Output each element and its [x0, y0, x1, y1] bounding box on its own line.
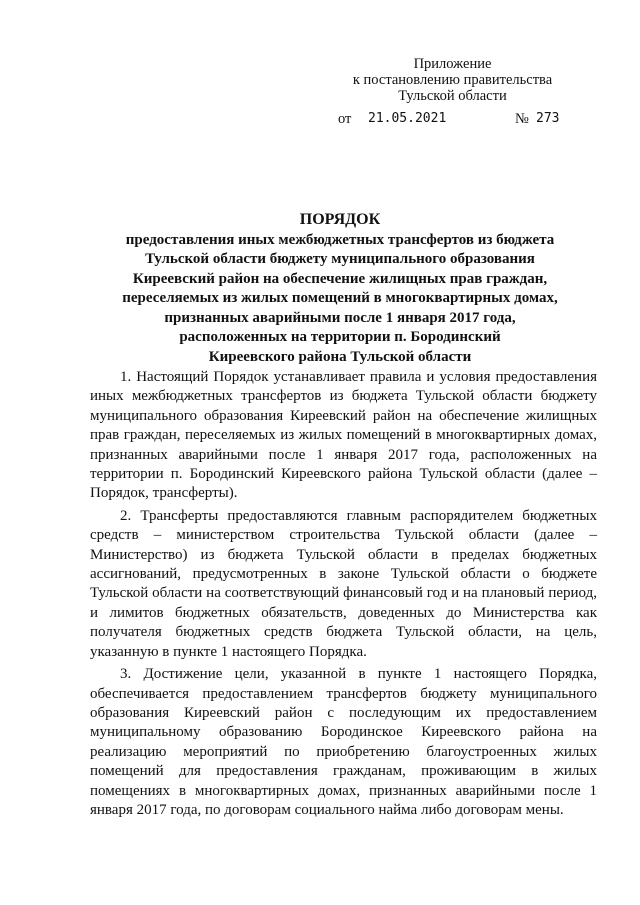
title-line: расположенных на территории п. Бородинский — [179, 329, 501, 345]
paragraph-3: 3. Достижение цели, указанной в пункте 1 настоящего Порядка, обеспечивается предоставлением трансфертов бюджету муниципального образования Киреевский район с последующим их предоставлением муниципальному образованию Бородинское Киреевского района на реализацию мероприятий по приобретению благоустроенных жилых помещений для предоставления гражданам, проживающим в жилых помещениях в многоквартирных домах, признанных аварийными после 1 января 2017 года, по договорам социального найма либо договорам мены. — [90, 666, 597, 818]
title-line: Киреевского района Тульской области — [208, 348, 472, 365]
appendix-header — [330, 56, 575, 104]
title-line: переселяемых из жилых помещений в многоквартирных домах, — [122, 290, 558, 306]
title-line: предоставления иных межбюджетных трансфертов из бюджета — [125, 231, 555, 248]
document-body — [90, 368, 597, 823]
paragraph-2: 2. Трансферты предоставляются главным распорядителем бюджетных средств – министерством строительства Тульской области (далее – Министерство) из бюджета Тульской области в пределах бюджетных ассигнований, предусмотренных в законе Тульской области о бюджете Тульской области на соответствующий финансовый год и на плановый период, и лимитов бюджетных обязательств, доведенных до Министерства как получателя бюджетных средств бюджета Тульской области, на цель, указанную в пункте 1 настоящего Порядка. — [90, 507, 597, 660]
appendix-line-3: Тульской области — [398, 88, 507, 104]
date-prefix: от — [338, 111, 352, 127]
title-line: признанных аварийными после 1 января 2017 года, — [164, 309, 516, 326]
title-block — [90, 210, 590, 367]
title-line: Тульской области бюджету муниципального образования — [145, 251, 535, 267]
document-number: 273 — [536, 111, 560, 126]
document-date: 21.05.2021 — [368, 111, 447, 126]
title-line: Киреевский район на обеспечение жилищных прав граждан, — [132, 270, 548, 287]
appendix-line-2: к постановлению правительства — [352, 72, 553, 88]
appendix-line-1: Приложение — [413, 56, 492, 72]
number-sign: № — [515, 111, 529, 127]
document-title: ПОРЯДОК — [299, 211, 381, 228]
paragraph-1: 1. Настоящий Порядок устанавливает правила и условия предоставления иных межбюджетных трансфертов из бюджета Тульской области бюджету муниципального образования Киреевский район на обеспечение жилищных прав граждан, переселяемых из жилых помещений в многоквартирных домах, признанных аварийными после 1 января 2017 года, расположенных на территории п. Бородинский Киреевского района Тульской области (далее – Порядок, трансферты). — [90, 369, 597, 502]
